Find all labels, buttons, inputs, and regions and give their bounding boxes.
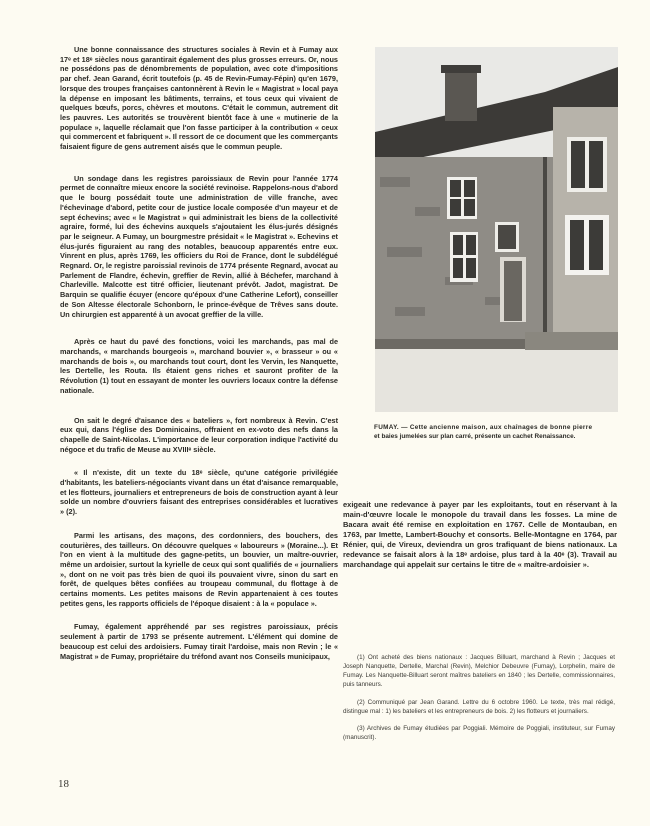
house-photo bbox=[375, 47, 618, 412]
footnote: (1) Ont acheté des biens nationaux : Jacques Billuart, marchand à Revin ; Jacques et Joseph Nanquette, Dertelle, Marchal (Revin), Melchior Debeuvre (Fumay), Lorphelin, maire de Fumay. Les Nanquette-Billuart seront maîtres bateliers en 1840 ; les Dertelle, commissionnaires, puis tanneurs. bbox=[343, 654, 615, 689]
footnotes bbox=[343, 653, 615, 750]
caption-line-1: FUMAY. — Cette ancienne maison, aux chaînages de bonne pierre bbox=[374, 424, 593, 431]
left-column bbox=[60, 45, 338, 675]
paragraph: Une bonne connaissance des structures sociales à Revin et à Fumay aux 17ᵉ et 18ᵉ siècles nous garantirait également des plus grosses erreurs. Or, nous ne possédons pas de dénombrements de population, avec cote d'impositions par chef. Jean Garand, écrit toutefois (p. 45 de Revin-Fumay-Fépin) qu'en 1679, lorsque des troupes françaises cantonnèrent à Revin le « Magistrat » local paya la dépense en imposant les bâtiments, terrains, et tous ceux qui vivaient de quelques bœufs, porcs, chèvres et moutons. C'était le commun, autrement dit les pauvres. Les autorités se trouvèrent bientôt face à une « mutinerie de la populace », laquelle réclamait que l'on fasse participer à la contribution « ceux qui commercent et fabriquent ». Il ressort de ce document que les commerçants faisaient figure de gens autrement aisés que le commun peuple. bbox=[60, 45, 338, 152]
paragraph: Un sondage dans les registres paroissiaux de Revin pour l'année 1774 permet de connaître mieux encore la société revinoise. Rappelons-nous d'abord que le bourg possédait toute une administration de ville franche, avec l'échevinage d'abord, petite cour de justice locale composée d'un mayeur et de sept échevins; avec « le Magistrat » qui administrait les biens de la collectivité agraire, formé, lui des échevins auxquels s'ajoutaient les élus-jurés désignés par le seigneur. A Fumay, un bourgmestre présidait « le Magistrat ». Echevins et élus-jurés figuraient au rang des notables, beaucoup apparentés entre eux. Vinrent en plus, après 1769, les officiers du Roi de France, dont le subdélégué Regnard. Or, le registre paroissial revinois de 1774 présente Regnard, avocat au Parlement de Flandre, échevin, greffier de Revin, allié à Béchefer, marchand à Charleville. Malcotte est titré officier, lieutenant prévôt. Jadot, magistrat. De Barquin se qualifie écuyer (encore qu'époux d'une Catherine Lefort), conseiller de Son Altesse électorale Schonborn, le prince-évêque de Trêves sans doute. Un chirurgien est apparenté à un avocat greffier de la ville. bbox=[60, 173, 338, 319]
house-photo-image bbox=[375, 47, 618, 412]
paragraph: On sait le degré d'aisance des « bateliers », fort nombreux à Revin. C'est eux qui, dans l'église des Dominicains, offraient en ex-voto des nefs dans la chapelle de Saint-Nicolas. L'importance de leur corporation indique l'activité du négoce et du trafic de Meuse au XVIIIᵉ siècle. bbox=[60, 415, 338, 454]
footnote: (2) Communiqué par Jean Garand. Lettre du 6 octobre 1960. Le texte, très mal rédigé, distingue mal : 1) les bateliers et les entrepreneurs de bois. 2) les flotteurs et journaliers. bbox=[343, 698, 615, 715]
paragraph: exigeait une redevance à payer par les exploitants, tout en réservant à la main-d'œuvre locale le monopole du travail dans les fosses. La mine de Bacara avait été remise en exploitation en 1767. Celle de Montauban, en 1763, par Imette, Lambert-Bouchy et consorts. Belle-Montagne en 1764, par Rénier, qui, de Vireux, deviendra un gros trafiquant de biens nationaux. La redevance se faisait alors à la 18ᵉ ardoise, plus tard à la 40ᵉ (3). Travail au marchandage qui appelait sur certains le titre de « maître-ardoisier ». bbox=[343, 500, 617, 569]
caption-line-2: et baies jumelées sur plan carré, présente un cachet Renaissance. bbox=[374, 432, 576, 440]
paragraph: Parmi les artisans, des maçons, des cordonniers, des bouchers, des couturières, des tailleurs. On découvre quelques « laboureurs » (Moraine...). Et l'on en vient à la multitude des gagne-petits, un bouvier, un maître-ouvrier, même un ardoisier, surtout la kyrielle de ceux qui sont qualifiés de « journaliers », dont on ne voit pas très bien de quoi ils pouvaient vivre, sinon du sart en forêt, de quelques bêtes confiées au troupeau communal, du flottage à de certains moments. Les petites maisons de Revin appartenaient à ces toutes petites gens, les rapports officiels de l'époque disaient : à la « populace ». bbox=[60, 530, 338, 608]
footnote: (3) Archives de Fumay étudiées par Poggiali. Mémoire de Poggiali, instituteur, sur Fumay (manuscrit). bbox=[343, 724, 615, 741]
paragraph: Après ce haut du pavé des fonctions, voici les marchands, pas mal de marchands, « marchands bourgeois », marchand bouvier », « brasseur » ou « marchands de bois », ou marchands tout court, dont les Vervin, les Nanquette, les Dertelle, les Routa. Ils étaient gens riches et sauront profiter de la Révolution (1) tout en essayant de monter les ouvriers locaux contre la défense nationale. bbox=[60, 337, 338, 395]
right-column bbox=[343, 500, 617, 584]
paragraph: « Il n'existe, dit un texte du 18ᵉ siècle, qu'une catégorie privilégiée d'habitants, les bateliers-négociants vivant dans un état d'aisance remarquable, et les flotteurs, journaliers et entrepreneurs de bois de construction ayant à leur solde un nombre d'ouvriers faisant des entreprises considérables et lucratives » (2). bbox=[60, 468, 338, 517]
photo-caption bbox=[374, 424, 622, 442]
paragraph: Fumay, également appréhendé par ses registres paroissiaux, précis seulement à partir de 1793 se présente autrement. L'élément qui domine de beaucoup est celui des ardoisiers. Fumay tirait l'ardoise, mais non Revin ; le « Magistrat » de Fumay, propriétaire du tréfond avant nos Conseils municipaux, bbox=[60, 622, 338, 661]
page-number: 18 bbox=[58, 778, 69, 790]
